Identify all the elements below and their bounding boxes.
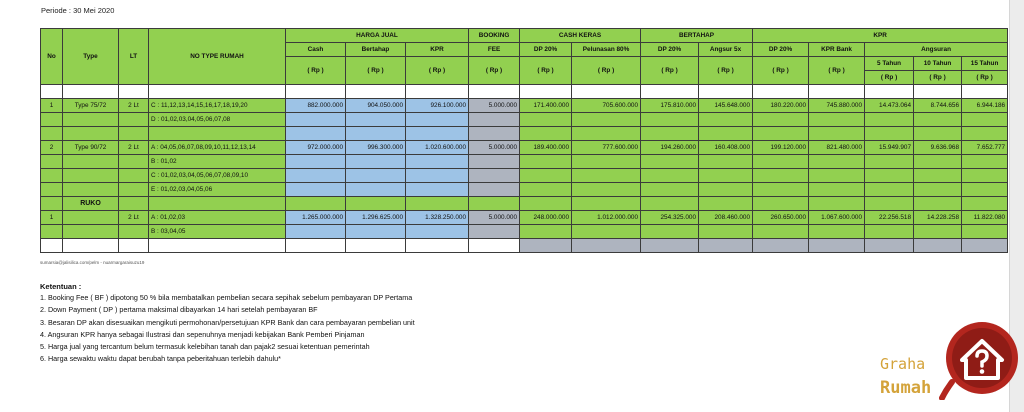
header-rp: ( Rp )	[406, 57, 469, 85]
cell-cash: 882.000.000	[286, 99, 346, 113]
cell-ck-pelunasan: 705.600.000	[572, 99, 641, 113]
header-no: No	[41, 29, 63, 85]
cell-kpr: 1.328.250.000	[406, 211, 469, 225]
header-rp: ( Rp )	[520, 57, 572, 85]
cell-bt-angsur: 145.648.000	[699, 99, 753, 113]
cell-angsuran-10: 8.744.656	[914, 99, 962, 113]
header-rp: ( Rp )	[286, 57, 346, 85]
header-rp: ( Rp )	[809, 57, 865, 85]
cell-bt-angsur: 160.408.000	[699, 141, 753, 155]
ketentuan-item: 6. Harga sewaktu waktu dapat berubah tanpa peberitahuan terlebih dahulu*	[40, 354, 281, 364]
cell-angsuran-5: 15.949.907	[865, 141, 914, 155]
cell-bt-dp: 175.810.000	[641, 99, 699, 113]
header-rp: ( Rp )	[699, 57, 753, 85]
cell-kpr-bank: 1.067.600.000	[809, 211, 865, 225]
header-angsur5x: Angsur 5x	[699, 43, 753, 57]
header-type: Type	[63, 29, 119, 85]
cell-bertahap: 996.300.000	[346, 141, 406, 155]
cell-lt: 2 Lt	[119, 99, 149, 113]
cell-type	[63, 211, 119, 225]
header-15-tahun: 15 Tahun	[962, 57, 1008, 71]
cell-angsuran-15: 6.944.186	[962, 99, 1008, 113]
cell-bertahap: 904.050.000	[346, 99, 406, 113]
cell-units: B : 03,04,05	[149, 225, 286, 239]
cell-type: Type 75/72	[63, 99, 119, 113]
header-bertahap-sub: Bertahap	[346, 43, 406, 57]
cell-bt-angsur: 208.460.000	[699, 211, 753, 225]
header-rp: ( Rp )	[469, 57, 520, 85]
header-angsuran: Angsuran	[865, 43, 1008, 57]
table-row	[41, 155, 1008, 169]
header-rp: ( Rp )	[962, 71, 1008, 85]
header-cash-keras: CASH KERAS	[520, 29, 641, 43]
header-5-tahun: 5 Tahun	[865, 57, 914, 71]
header-rp: ( Rp )	[641, 57, 699, 85]
cell-ck-dp: 171.400.000	[520, 99, 572, 113]
cell-kpr-dp: 260.650.000	[753, 211, 809, 225]
header-kpr-bank: KPR Bank	[809, 43, 865, 57]
source-note: sumarsia@jalisilica.com/pelm - nuarmargaraisuzu19	[40, 260, 145, 265]
cell-bt-dp: 254.325.000	[641, 211, 699, 225]
cell-units: C : 11,12,13,14,15,16,17,18,19,20	[149, 99, 286, 113]
table-row	[41, 197, 1008, 211]
cell-no: 1	[41, 211, 63, 225]
cell-angsuran-15: 7.652.777	[962, 141, 1008, 155]
table-row	[41, 113, 1008, 127]
cell-kpr-dp: 199.120.000	[753, 141, 809, 155]
ketentuan-item: 3. Besaran DP akan disesuaikan mengikuti permohonan/persetujuan KPR Bank dan cara pembayaran pembelian unit	[40, 317, 415, 327]
header-lt: LT	[119, 29, 149, 85]
price-table	[40, 28, 1008, 253]
table-row	[41, 225, 1008, 239]
ruko-label: RUKO	[63, 197, 119, 211]
cell-angsuran-15: 11.822.080	[962, 211, 1008, 225]
header-rp: ( Rp )	[753, 57, 809, 85]
ketentuan-list	[40, 292, 415, 366]
cell-bertahap: 1.296.625.000	[346, 211, 406, 225]
cell-lt: 2 Lt	[119, 211, 149, 225]
header-rp: ( Rp )	[865, 71, 914, 85]
ketentuan-item: 1. Booking Fee ( BF ) dipotong 50 % bila membatalkan pembelian secara sepihak sebelum pembayaran DP Pertama	[40, 293, 413, 302]
cell-units: D : 01,02,03,04,05,06,07,08	[149, 113, 286, 127]
cell-cash: 972.000.000	[286, 141, 346, 155]
house-icon	[938, 320, 1018, 400]
graha-rumah-logo	[876, 322, 1021, 402]
header-kpr-dp: DP 20%	[753, 43, 809, 57]
periode-label: Periode : 30 Mei 2020	[41, 6, 115, 15]
header-ck-dp: DP 20%	[520, 43, 572, 57]
header-fee: FEE	[469, 43, 520, 57]
cell-angsuran-10: 14.228.258	[914, 211, 962, 225]
ketentuan-item: 2. Down Payment ( DP ) pertama maksimal dibayarkan 14 hari setelah pembayaran BF	[40, 305, 318, 315]
table-row	[41, 169, 1008, 183]
table-row	[41, 211, 1008, 225]
cell-units: E : 01,02,03,04,05,06	[149, 183, 286, 197]
header-cash: Cash	[286, 43, 346, 57]
cell-ck-pelunasan: 1.012.000.000	[572, 211, 641, 225]
cell-kpr-dp: 180.220.000	[753, 99, 809, 113]
cell-units: A : 01,02,03	[149, 211, 286, 225]
cell-fee: 5.000.000	[469, 99, 520, 113]
cell-ck-dp: 189.400.000	[520, 141, 572, 155]
cell-units: A : 04,05,06,07,08,09,10,11,12,13,14	[149, 141, 286, 155]
ketentuan-title: Ketentuan :	[40, 282, 82, 291]
cell-units: C : 01,02,03,04,05,06,07,08,09,10	[149, 169, 286, 183]
header-rp: ( Rp )	[572, 57, 641, 85]
cell-lt: 2 Lt	[119, 141, 149, 155]
cell-ck-dp: 248.000.000	[520, 211, 572, 225]
header-pelunasan: Pelunasan 80%	[572, 43, 641, 57]
cell-bt-dp: 194.260.000	[641, 141, 699, 155]
cell-type: Type 90/72	[63, 141, 119, 155]
header-bertahap: BERTAHAP	[641, 29, 753, 43]
header-rp: ( Rp )	[346, 57, 406, 85]
header-bt-dp: DP 20%	[641, 43, 699, 57]
cell-ck-pelunasan: 777.600.000	[572, 141, 641, 155]
cell-no: 2	[41, 141, 63, 155]
table-row	[41, 141, 1008, 155]
cell-kpr-bank: 821.480.000	[809, 141, 865, 155]
cell-cash: 1.265.000.000	[286, 211, 346, 225]
ketentuan-item: 4. Angsuran KPR hanya sebagai Ilustrasi dan sepenuhnya menjadi kebijakan Bank Pemberi Pinjaman	[40, 329, 365, 339]
cell-angsuran-5: 22.256.518	[865, 211, 914, 225]
cell-kpr: 926.100.000	[406, 99, 469, 113]
table-row	[41, 183, 1008, 197]
logo-line-1: Graha	[880, 355, 926, 373]
cell-fee: 5.000.000	[469, 211, 520, 225]
cell-kpr: 1.020.600.000	[406, 141, 469, 155]
cell-angsuran-10: 9.636.968	[914, 141, 962, 155]
cell-no: 1	[41, 99, 63, 113]
header-kpr-sub: KPR	[406, 43, 469, 57]
header-no-type-rumah: NO TYPE RUMAH	[149, 29, 286, 85]
header-booking: BOOKING	[469, 29, 520, 43]
table-row	[41, 127, 1008, 141]
logo-line-2: Rumah	[880, 378, 932, 398]
cell-fee: 5.000.000	[469, 141, 520, 155]
cell-units: B : 01,02	[149, 155, 286, 169]
table-row	[41, 239, 1008, 253]
ketentuan-item: 5. Harga jual yang tercantum belum termasuk kelebihan tanah dan pajak2 sesuai ketentuan pemerintah	[40, 342, 370, 352]
table-row	[41, 99, 1008, 113]
header-10-tahun: 10 Tahun	[914, 57, 962, 71]
cell-angsuran-5: 14.473.064	[865, 99, 914, 113]
header-harga-jual: HARGA JUAL	[286, 29, 469, 43]
table-row	[41, 85, 1008, 99]
cell-kpr-bank: 745.880.000	[809, 99, 865, 113]
header-kpr: KPR	[753, 29, 1008, 43]
header-rp: ( Rp )	[914, 71, 962, 85]
